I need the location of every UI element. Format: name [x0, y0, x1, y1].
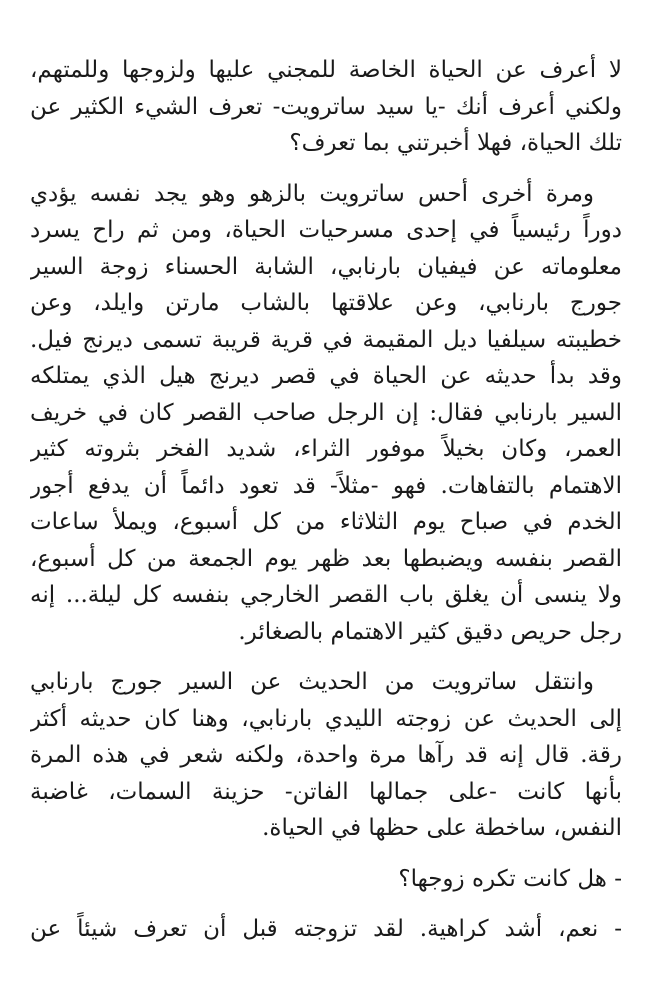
- text-line: دوراً رئيسياً في إحدى مسرحيات الحياة، ومن ثم راح يسرد: [30, 217, 622, 243]
- text-line: النفس، ساخطة على حظها في الحياة.: [262, 815, 622, 841]
- text-line: القصر بنفسه ويضبطها بعد ظهر يوم الجمعة من كل أسبوع،: [30, 545, 622, 572]
- paragraph-3: [30, 664, 622, 847]
- text-line: بأنها كانت -على جمالها الفاتن- حزينة السمات، غاضبة: [30, 778, 622, 805]
- text-line: لا أعرف عن الحياة الخاصة للمجني عليها ولزوجها وللمتهم،: [30, 57, 622, 83]
- text-line: وانتقل ساترويت من الحديث عن السير جورج بارنابي: [30, 669, 594, 695]
- dialogue-text: - نعم، أشد كراهية. لقد تزوجته قبل أن تعرف شيئاً عن: [30, 916, 622, 942]
- text-line: السير بارنابي فقال: إن الرجل صاحب القصر كان في خريف: [30, 399, 622, 426]
- text-line: ومرة أخرى أحس ساترويت بالزهو وهو يجد نفسه يؤدي: [30, 180, 594, 207]
- text-line: ولا ينسى أن يغلق باب القصر الخارجي بنفسه كل ليلة... إنه: [30, 582, 622, 608]
- book-page: [30, 52, 622, 948]
- paragraph-2: [30, 176, 622, 651]
- dialogue-line-2: [30, 911, 622, 948]
- dialogue-line-1: [30, 861, 622, 898]
- text-line: رجل حريص دقيق كثير الاهتمام بالصغائر.: [238, 618, 622, 645]
- text-line: الاهتمام بالتفاهات. فهو -مثلاً- قد تعود دائماً أن يدفع أجور: [30, 472, 622, 499]
- dialogue-text: - هل كانت تكره زوجها؟: [398, 865, 622, 892]
- text-line: ولكني أعرف أنك -يا سيد ساترويت- تعرف الشيء الكثير عن: [30, 93, 622, 120]
- text-line: جورج بارنابي، وعن علاقتها بالشاب مارتن وايلد، وعن: [30, 290, 622, 316]
- text-line: وقد بدأ حديثه عن الحياة في قصر ديرنج هيل الذي يمتلكه: [30, 363, 622, 389]
- paragraph-1: [30, 52, 622, 162]
- text-line: رقة. قال إنه قد رآها مرة واحدة، ولكنه شعر في هذه المرة: [30, 742, 622, 768]
- text-line: إلى الحديث عن زوجته الليدي بارنابي، وهنا كان حديثه أكثر: [30, 705, 622, 732]
- text-line: تلك الحياة، فهلا أخبرتني بما تعرف؟: [289, 130, 622, 156]
- text-line: العمر، وكان بخيلاً موفور الثراء، شديد الفخر بثروته كثير: [30, 436, 622, 462]
- text-line: معلوماته عن فيفيان بارنابي، الشابة الحسناء زوجة السير: [30, 253, 622, 280]
- text-line: خطيبته سيلفيا ديل المقيمة في قرية قريبة تسمى ديرنج فيل.: [30, 326, 622, 353]
- text-line: الخدم في صباح يوم الثلاثاء من كل أسبوع، ويملأ ساعات: [30, 509, 622, 535]
